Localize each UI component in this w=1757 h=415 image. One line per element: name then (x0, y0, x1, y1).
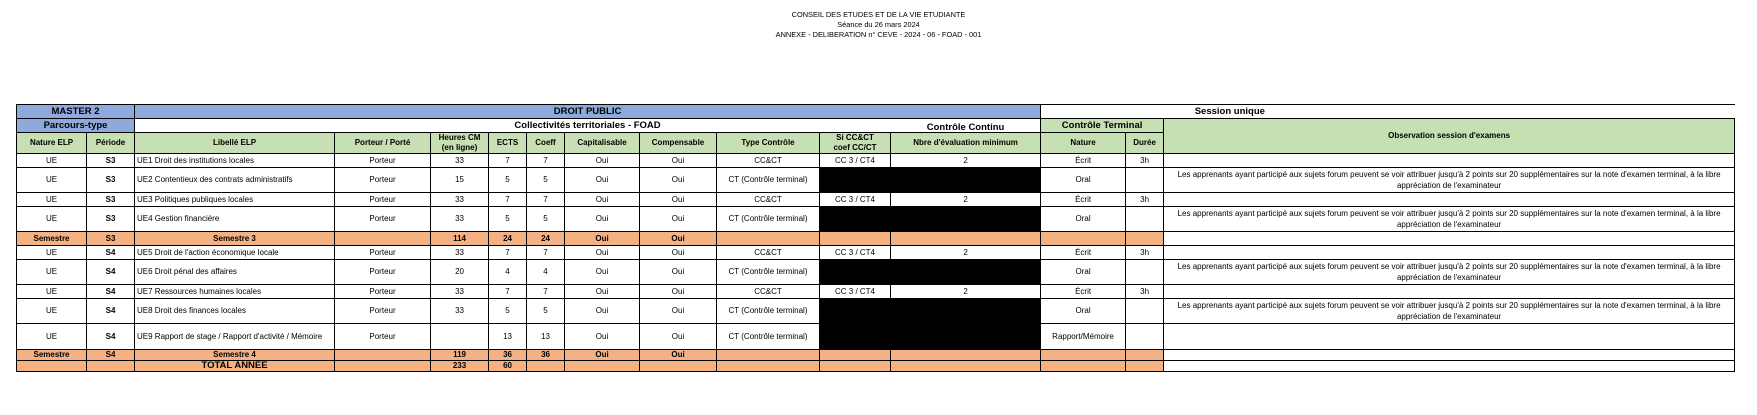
cell-nature: UE (17, 246, 87, 260)
col-libelle: Libellé ELP (135, 133, 335, 154)
cell-obs (1164, 154, 1735, 168)
sem3-heures: 114 (431, 232, 489, 246)
cell-coeff: 7 (527, 193, 565, 207)
cell-coeff: 7 (527, 285, 565, 299)
cell-ct-nature: Écrit (1041, 154, 1126, 168)
cell-libelle: UE9 Rapport de stage / Rapport d'activité / Mémoire (135, 324, 335, 350)
col-type-controle: Type Contrôle (717, 133, 820, 154)
cell-porteur: Porteur (335, 207, 431, 232)
cell-obs: Les apprenants ayant participé aux sujets forum peuvent se voir attribuer jusqu'à 2 points sur 20 supplémentaires sur la note d'examen terminal, à la libre appréciation de l'examinateur (1164, 299, 1735, 324)
observation-header: Observation session d'examens (1164, 119, 1735, 154)
cell-comp: Oui (640, 246, 717, 260)
cell-libelle: UE2 Contentieux des contrats administratifs (135, 168, 335, 193)
col-compensable: Compensable (640, 133, 717, 154)
sem3-empty (335, 232, 431, 246)
cell-porteur: Porteur (335, 299, 431, 324)
col-capitalisable: Capitalisable (565, 133, 640, 154)
col-nature: Nature (1041, 133, 1126, 154)
col-periode: Période (87, 133, 135, 154)
cell-obs (1164, 324, 1735, 350)
cell-ct-nature: Rapport/Mémoire (1041, 324, 1126, 350)
col-nbre-eval-label: Nbre d'évaluation minimum (913, 137, 1018, 147)
col-ects: ECTS (489, 133, 527, 154)
sem3-comp: Oui (640, 232, 717, 246)
cell-nature: UE (17, 260, 87, 285)
total-ects: 60 (489, 361, 527, 372)
sem3-empty (1041, 232, 1126, 246)
cell-type: CT (Contrôle terminal) (717, 260, 820, 285)
cell-nature: UE (17, 193, 87, 207)
cell-ct-nature: Écrit (1041, 246, 1126, 260)
cell-nature: UE (17, 285, 87, 299)
sem3-nature: Semestre (17, 232, 87, 246)
cell-cap: Oui (565, 168, 640, 193)
parcours-cell: Collectivités territoriales - FOAD (135, 119, 1041, 133)
cell-comp: Oui (640, 299, 717, 324)
sem3-cap: Oui (565, 232, 640, 246)
cell-coef: CC 3 / CT4 (820, 285, 891, 299)
col-nbre-eval (891, 121, 1041, 154)
total-obs (1164, 361, 1735, 372)
sem4-periode: S4 (87, 350, 135, 361)
cell-type: CT (Contrôle terminal) (717, 207, 820, 232)
semester-row (17, 232, 1735, 246)
redacted-block (820, 207, 1041, 232)
cell-obs (1164, 246, 1735, 260)
cell-periode: S4 (87, 324, 135, 350)
cell-periode: S4 (87, 299, 135, 324)
cell-libelle: UE8 Droit des finances locales (135, 299, 335, 324)
cell-duree (1126, 168, 1164, 193)
cell-duree (1126, 207, 1164, 232)
total-empty (820, 361, 891, 372)
cell-heures: 33 (431, 285, 489, 299)
cell-heures: 33 (431, 154, 489, 168)
cell-coef: CC 3 / CT4 (820, 246, 891, 260)
sem4-empty (820, 350, 891, 361)
cell-comp: Oui (640, 260, 717, 285)
cell-cap: Oui (565, 207, 640, 232)
sem3-empty (891, 232, 1041, 246)
sem4-cap: Oui (565, 350, 640, 361)
cell-cap: Oui (565, 299, 640, 324)
cell-periode: S4 (87, 285, 135, 299)
cell-nbre: 2 (891, 246, 1041, 260)
table-row (17, 207, 1735, 232)
cell-periode: S3 (87, 193, 135, 207)
cell-ects: 5 (489, 299, 527, 324)
header-line-1: CONSEIL DES ETUDES ET DE LA VIE ETUDIANTE (791, 10, 966, 19)
total-empty (640, 361, 717, 372)
session-cell (1041, 105, 1735, 119)
sem4-heures: 119 (431, 350, 489, 361)
sem4-empty (717, 350, 820, 361)
cell-ects: 5 (489, 168, 527, 193)
redacted-block (820, 260, 1041, 285)
cell-cap: Oui (565, 154, 640, 168)
cell-cap: Oui (565, 193, 640, 207)
table-row (17, 193, 1735, 207)
cell-ects: 13 (489, 324, 527, 350)
sem4-ects: 36 (489, 350, 527, 361)
cell-duree: 3h (1126, 154, 1164, 168)
sem3-empty (1126, 232, 1164, 246)
col-si-cc-line1: Si CC&CT (836, 133, 874, 142)
cell-nbre: 2 (891, 154, 1041, 168)
sem3-obs (1164, 232, 1735, 246)
cell-type: CC&CT (717, 246, 820, 260)
total-empty (87, 361, 135, 372)
sem3-libelle: Semestre 3 (135, 232, 335, 246)
cell-nbre: 2 (891, 193, 1041, 207)
cell-nature: UE (17, 324, 87, 350)
cell-cap: Oui (565, 246, 640, 260)
cell-obs (1164, 193, 1735, 207)
total-empty (1041, 361, 1126, 372)
cell-ct-nature: Oral (1041, 168, 1126, 193)
cell-periode: S3 (87, 154, 135, 168)
col-heures (431, 133, 489, 154)
total-empty (565, 361, 640, 372)
controle-continu-label: Contrôle Continu (926, 121, 1005, 133)
table-row (17, 299, 1735, 324)
header-line-2: Séance du 26 mars 2024 (837, 20, 920, 29)
cell-porteur: Porteur (335, 246, 431, 260)
cell-libelle: UE6 Droit pénal des affaires (135, 260, 335, 285)
mccc-table (16, 104, 1735, 372)
cell-type: CC&CT (717, 154, 820, 168)
col-si-cc (820, 133, 891, 154)
sem3-empty (820, 232, 891, 246)
parcours-label-cell: Parcours-type (17, 119, 135, 133)
cell-comp: Oui (640, 193, 717, 207)
cell-libelle: UE5 Droit de l'action économique locale (135, 246, 335, 260)
cell-nbre: 2 (891, 285, 1041, 299)
cell-duree: 3h (1126, 193, 1164, 207)
cell-obs: Les apprenants ayant participé aux sujets forum peuvent se voir attribuer jusqu'à 2 points sur 20 supplémentaires sur la note d'examen terminal, à la libre appréciation de l'examinateur (1164, 260, 1735, 285)
cell-coef: CC 3 / CT4 (820, 154, 891, 168)
cell-ct-nature: Oral (1041, 260, 1126, 285)
cell-libelle: UE7 Ressources humaines locales (135, 285, 335, 299)
cell-porteur: Porteur (335, 168, 431, 193)
cell-porteur: Porteur (335, 154, 431, 168)
cell-ct-nature: Écrit (1041, 285, 1126, 299)
cell-comp: Oui (640, 285, 717, 299)
cell-duree (1126, 299, 1164, 324)
cell-ct-nature: Oral (1041, 207, 1126, 232)
cell-coeff: 5 (527, 299, 565, 324)
cell-comp: Oui (640, 154, 717, 168)
cell-coeff: 7 (527, 246, 565, 260)
cell-coeff: 13 (527, 324, 565, 350)
cell-obs: Les apprenants ayant participé aux sujets forum peuvent se voir attribuer jusqu'à 2 points sur 20 supplémentaires sur la note d'examen terminal, à la libre appréciation de l'examinateur (1164, 207, 1735, 232)
cell-heures: 33 (431, 246, 489, 260)
sem4-obs (1164, 350, 1735, 361)
cell-coef: CC 3 / CT4 (820, 193, 891, 207)
cell-comp: Oui (640, 168, 717, 193)
table-row (17, 246, 1735, 260)
cell-periode: S4 (87, 260, 135, 285)
sem4-libelle: Semestre 4 (135, 350, 335, 361)
table-row (17, 168, 1735, 193)
cell-coeff: 5 (527, 168, 565, 193)
cell-porteur: Porteur (335, 285, 431, 299)
cell-type: CT (Contrôle terminal) (717, 299, 820, 324)
sem4-coeff: 36 (527, 350, 565, 361)
cell-ects: 5 (489, 207, 527, 232)
total-empty (335, 361, 431, 372)
table-row (17, 260, 1735, 285)
cell-heures: 33 (431, 299, 489, 324)
cell-duree (1126, 260, 1164, 285)
col-duree: Durée (1126, 133, 1164, 154)
sem4-comp: Oui (640, 350, 717, 361)
header-line-3: ANNEXE - DELIBERATION n° CEVE - 2024 - 06 - FOAD - 001 (775, 30, 982, 39)
total-row (17, 361, 1735, 372)
table-row (17, 154, 1735, 168)
sem3-coeff: 24 (527, 232, 565, 246)
total-empty (717, 361, 820, 372)
cell-libelle: UE3 Politiques publiques locales (135, 193, 335, 207)
cell-ects: 4 (489, 260, 527, 285)
cell-ct-nature: Oral (1041, 299, 1126, 324)
master-cell: MASTER 2 (17, 105, 135, 119)
cell-heures: 33 (431, 193, 489, 207)
sem3-empty (717, 232, 820, 246)
redacted-block (820, 168, 1041, 193)
sem3-periode: S3 (87, 232, 135, 246)
cell-ects: 7 (489, 193, 527, 207)
cell-obs (1164, 285, 1735, 299)
cell-porteur: Porteur (335, 193, 431, 207)
sem4-empty (1041, 350, 1126, 361)
total-empty (1126, 361, 1164, 372)
cell-coeff: 4 (527, 260, 565, 285)
controle-terminal-cell: Contrôle Terminal (1041, 119, 1164, 133)
cell-ct-nature: Écrit (1041, 193, 1126, 207)
cell-nature: UE (17, 207, 87, 232)
mention-cell: DROIT PUBLIC (135, 105, 1041, 119)
cell-type: CT (Contrôle terminal) (717, 324, 820, 350)
total-empty (891, 361, 1041, 372)
cell-type: CT (Contrôle terminal) (717, 168, 820, 193)
sem4-nature: Semestre (17, 350, 87, 361)
cell-cap: Oui (565, 324, 640, 350)
cell-cap: Oui (565, 260, 640, 285)
total-libelle: TOTAL ANNEE (135, 361, 335, 372)
cell-comp: Oui (640, 207, 717, 232)
cell-ects: 7 (489, 246, 527, 260)
cell-cap: Oui (565, 285, 640, 299)
cell-periode: S4 (87, 246, 135, 260)
redacted-block (820, 299, 1041, 350)
cell-nature: UE (17, 299, 87, 324)
total-heures: 233 (431, 361, 489, 372)
col-heures-line2: (en ligne) (441, 143, 478, 152)
col-coeff: Coeff (527, 133, 565, 154)
cell-nature: UE (17, 168, 87, 193)
cell-type: CC&CT (717, 193, 820, 207)
cell-comp: Oui (640, 324, 717, 350)
table-row (17, 285, 1735, 299)
cell-libelle: UE1 Droit des institutions locales (135, 154, 335, 168)
cell-ects: 7 (489, 154, 527, 168)
col-heures-line1: Heures CM (438, 133, 481, 142)
sem4-empty (335, 350, 431, 361)
cell-libelle: UE4 Gestion financière (135, 207, 335, 232)
col-si-cc-line2: coef CC/CT (833, 143, 877, 152)
cell-periode: S3 (87, 168, 135, 193)
cell-type: CC&CT (717, 285, 820, 299)
total-empty (17, 361, 87, 372)
cell-nature: UE (17, 154, 87, 168)
cell-heures: 20 (431, 260, 489, 285)
cell-coeff: 7 (527, 154, 565, 168)
cell-duree (1126, 324, 1164, 350)
cell-coeff: 5 (527, 207, 565, 232)
cell-porteur: Porteur (335, 324, 431, 350)
cell-ects: 7 (489, 285, 527, 299)
sem3-ects: 24 (489, 232, 527, 246)
sem4-empty (1126, 350, 1164, 361)
semester-row (17, 350, 1735, 361)
cell-obs: Les apprenants ayant participé aux sujets forum peuvent se voir attribuer jusqu'à 2 points sur 20 supplémentaires sur la note d'examen terminal, à la libre appréciation de l'examinateur (1164, 168, 1735, 193)
cell-periode: S3 (87, 207, 135, 232)
cell-heures: 15 (431, 168, 489, 193)
cell-porteur: Porteur (335, 260, 431, 285)
cell-duree: 3h (1126, 285, 1164, 299)
total-empty (527, 361, 565, 372)
cell-heures (431, 324, 489, 350)
sem4-empty (891, 350, 1041, 361)
col-nature-elp: Nature ELP (17, 133, 87, 154)
session-label: Session unique (1194, 105, 1265, 117)
col-porteur: Porteur / Porté (335, 133, 431, 154)
cell-duree: 3h (1126, 246, 1164, 260)
cell-heures: 33 (431, 207, 489, 232)
